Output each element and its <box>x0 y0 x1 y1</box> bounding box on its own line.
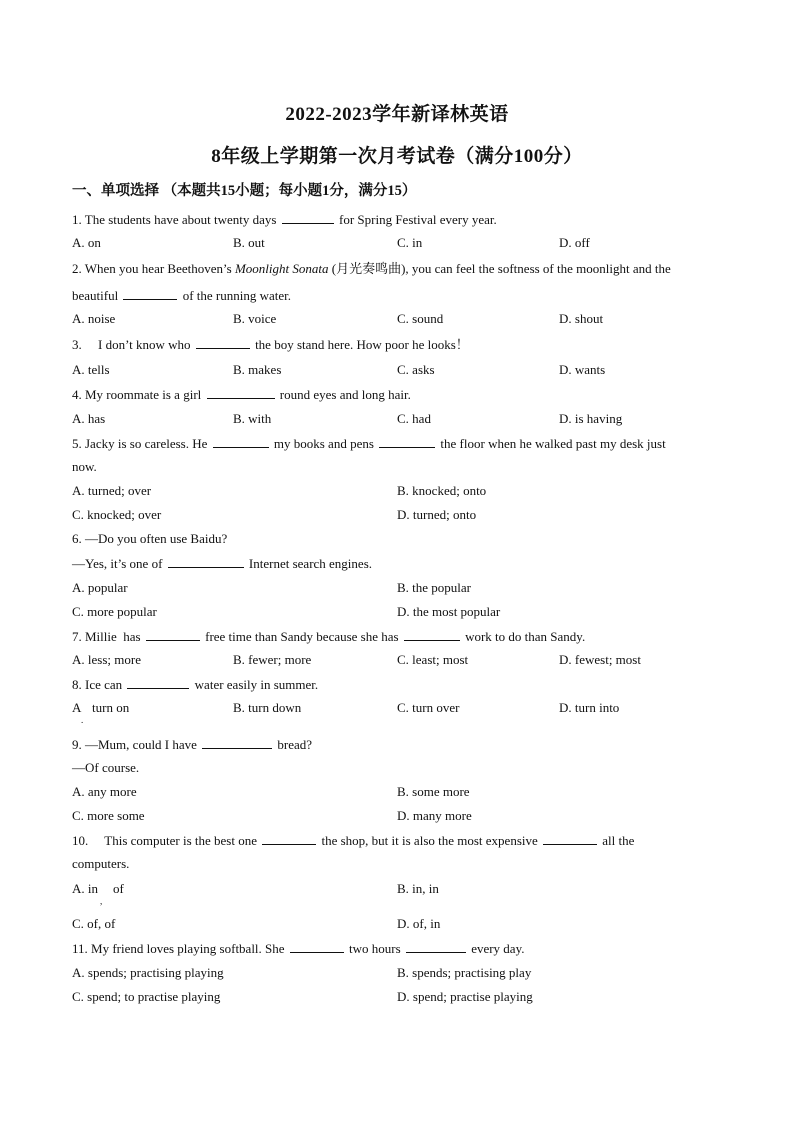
option-b: B. spends; practising play <box>397 965 532 980</box>
question-9-stem: 9. —Mum, could I have bread? <box>72 737 313 752</box>
option-b: B. the popular <box>397 580 472 595</box>
option-a: A. noise <box>72 311 116 326</box>
option-b: B. voice <box>233 311 277 326</box>
option-c: C. of, of <box>72 916 116 931</box>
option-d: D. of, in <box>397 916 441 931</box>
option-b: B. some more <box>397 784 470 799</box>
option-d: D. turn into <box>559 700 620 715</box>
option-a-letter: A <box>72 700 82 715</box>
option-a: A. on <box>72 235 101 250</box>
exam-title-line2: 8年级上学期第一次月考试卷（满分100分） <box>211 146 583 167</box>
answer-blank <box>290 940 344 953</box>
option-d: D. turned; onto <box>397 507 477 522</box>
question-3-stem: 3. I don’t know who the boy stand here. How poor he looks！ <box>72 337 469 352</box>
answer-blank <box>123 287 177 300</box>
question-8-stem: 8. Ice can water easily in summer. <box>72 677 319 692</box>
answer-blank <box>127 676 189 689</box>
answer-blank <box>262 832 316 845</box>
question-6-stem-cont: —Yes, it’s one of Internet search engines. <box>72 556 373 571</box>
question-4-stem: 4. My roommate is a girl round eyes and long hair. <box>72 387 411 402</box>
option-c: C. more some <box>72 808 145 823</box>
stray-comma: , <box>100 896 103 906</box>
option-c: C. knocked; over <box>72 507 162 522</box>
answer-blank <box>146 628 200 641</box>
option-b: B. fewer; more <box>233 652 312 667</box>
option-c: C. more popular <box>72 604 157 619</box>
option-a: A. any more <box>72 784 137 799</box>
answer-blank <box>379 435 435 448</box>
option-a-cont: of <box>113 881 124 896</box>
option-d: D. is having <box>559 411 623 426</box>
option-d: D. many more <box>397 808 472 823</box>
option-b: B. knocked; onto <box>397 483 487 498</box>
question-1-stem: 1. The students have about twenty days for Spring Festival every year. <box>72 212 497 227</box>
option-a: A. has <box>72 411 106 426</box>
option-b: B. with <box>233 411 272 426</box>
answer-blank <box>196 336 250 349</box>
option-a: A. spends; practising playing <box>72 965 224 980</box>
answer-blank <box>404 628 460 641</box>
answer-blank <box>202 736 272 749</box>
stray-dot: . <box>81 715 84 725</box>
option-c: C. asks <box>397 362 435 377</box>
answer-blank <box>543 832 597 845</box>
question-2-stem: 2. When you hear Beethoven’s Moonlight Sonata (月光奏鸣曲), you can feel the softness of the moonlight and the <box>72 261 671 276</box>
option-a: A. turned; over <box>72 483 152 498</box>
answer-blank <box>282 211 334 224</box>
question-11-stem: 11. My friend loves playing softball. She two hours every day. <box>72 941 525 956</box>
option-b: B. out <box>233 235 265 250</box>
option-d: D. spend; practise playing <box>397 989 533 1004</box>
question-10-stem-cont: computers. <box>72 856 130 871</box>
option-c: C. in <box>397 235 423 250</box>
question-5-stem: 5. Jacky is so careless. He my books and pens the floor when he walked past my desk just <box>72 436 666 451</box>
option-d: D. fewest; most <box>559 652 641 667</box>
option-b: B. in, in <box>397 881 439 896</box>
option-a: A. less; more <box>72 652 141 667</box>
option-b: B. makes <box>233 362 282 377</box>
title-moonlight-sonata: Moonlight Sonata <box>234 261 329 276</box>
answer-blank <box>406 940 466 953</box>
option-c: C. sound <box>397 311 444 326</box>
answer-blank <box>207 386 275 399</box>
option-b: B. turn down <box>233 700 302 715</box>
answer-blank <box>168 555 244 568</box>
section-heading: 一、单项选择 （本题共15小题；每小题1分，满分15） <box>72 183 417 199</box>
option-d: D. shout <box>559 311 604 326</box>
option-d: D. the most popular <box>397 604 501 619</box>
option-a: A. tells <box>72 362 110 377</box>
question-7-stem: 7. Millie has free time than Sandy because she has work to do than Sandy. <box>72 629 586 644</box>
option-c: C. turn over <box>397 700 460 715</box>
question-9-stem-cont: —Of course. <box>72 760 140 775</box>
option-a: A. popular <box>72 580 128 595</box>
exam-title-line1: 2022-2023学年新译林英语 <box>285 104 509 125</box>
option-d: D. off <box>559 235 590 250</box>
option-a: turn on <box>92 700 130 715</box>
option-c: C. least; most <box>397 652 469 667</box>
question-2-stem-cont: beautiful of the running water. <box>72 288 292 303</box>
answer-blank <box>213 435 269 448</box>
question-5-stem-cont: now. <box>72 459 97 474</box>
question-6-stem: 6. —Do you often use Baidu? <box>72 531 228 546</box>
question-10-stem: 10. This computer is the best one the shop, but it is also the most expensive all the <box>72 833 635 848</box>
option-d: D. wants <box>559 362 606 377</box>
option-c: C. spend; to practise playing <box>72 989 221 1004</box>
option-c: C. had <box>397 411 431 426</box>
option-a: A. in <box>72 881 98 896</box>
